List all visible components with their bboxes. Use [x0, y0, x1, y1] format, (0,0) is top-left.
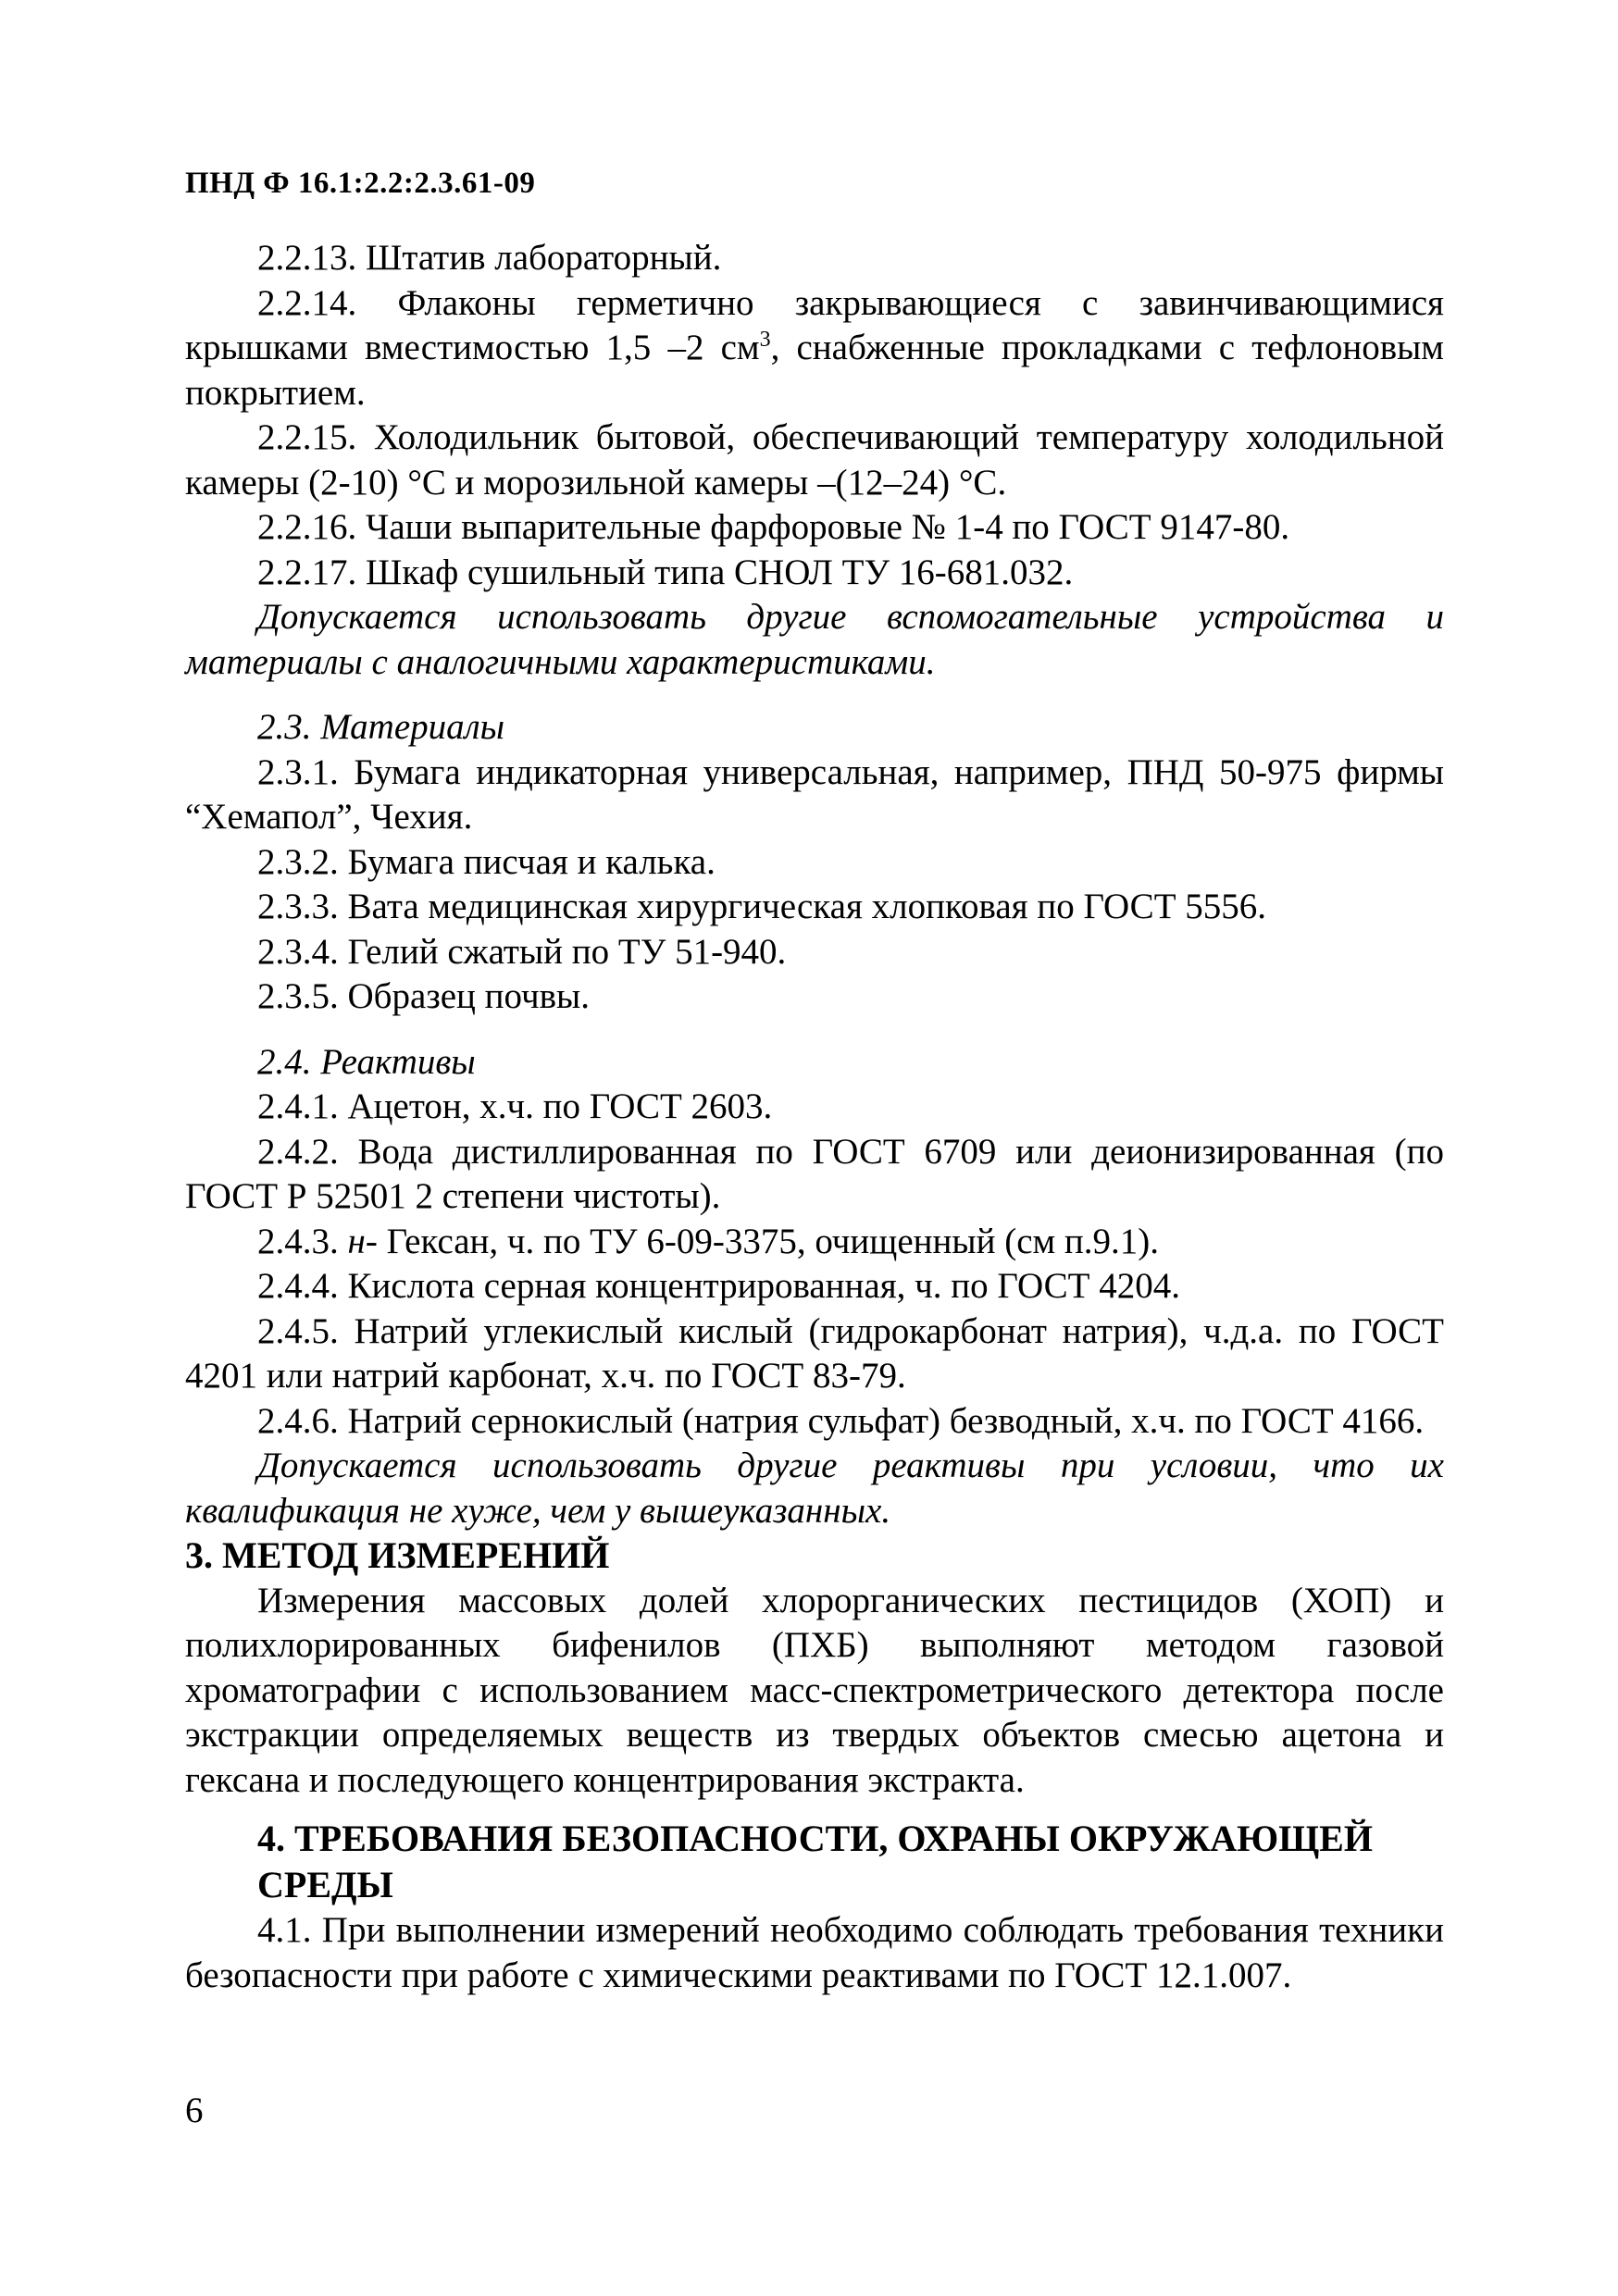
- section-4-title: [185, 1816, 1444, 1908]
- page-number: 6: [185, 2091, 204, 2130]
- item-2-4-3-number: 2.4.3.: [257, 1221, 348, 1261]
- item-2-2-15: 2.2.15. Холодильник бытовой, обеспечивающий температуру холодильной камеры (2-10) °С и морозильной камеры –(12–24) °С.: [185, 417, 1444, 503]
- item-2-2-14-text: 2.2.14. Флаконы герметично закрывающиеся с завинчивающимися крышками вместимостью 1,5 –2 см: [185, 282, 1444, 367]
- item-2-3-5: 2.3.5. Образец почвы.: [257, 976, 590, 1016]
- item-2-4-1: 2.4.1. Ацетон, х.ч. по ГОСТ 2603.: [257, 1086, 773, 1126]
- subhead-reagents: 2.4. Реактивы: [257, 1041, 476, 1082]
- item-2-4-3: [185, 1220, 1444, 1265]
- item-2-3-1: 2.3.1. Бумага индикаторная универсальная, например, ПНД 50-975 фирмы “Хемапол”, Чехия.: [185, 751, 1444, 837]
- document-header: ПНД Ф 16.1:2.2:2.3.61-09: [185, 167, 536, 200]
- section-3-title: 3. МЕТОД ИЗМЕРЕНИЙ: [185, 1534, 610, 1576]
- item-2-4-6: 2.4.6. Натрий сернокислый (натрия сульфат) безводный, х.ч. по ГОСТ 4166.: [257, 1400, 1425, 1441]
- item-2-4-2: 2.4.2. Вода дистиллированная по ГОСТ 6709 или деионизированная (по ГОСТ Р 52501 2 степени чистоты).: [185, 1131, 1444, 1216]
- item-2-3-4: 2.3.4. Гелий сжатый по ТУ 51-940.: [257, 931, 787, 972]
- section-3-text: Измерения массовых долей хлорорганических пестицидов (ХОП) и полихлорированных бифенилов (ПХБ) выполняют методом газовой хроматографии с использованием масс-спектрометрического детектора после экстракции определяемых веществ из твердых объектов смесью ацетона и гексана и последующего концентрирования экстракта.: [185, 1580, 1444, 1800]
- page-content: [185, 236, 1444, 1998]
- section-4-text: 4.1. При выполнении измерений необходимо соблюдать требования техники безопасности при работе с химическими реактивами по ГОСТ 12.1.007.: [185, 1910, 1444, 1995]
- item-2-4-3-prefix: н-: [347, 1221, 378, 1261]
- note-auxiliary: Допускается использовать другие вспомогательные устройства и материалы с аналогичными характеристиками.: [185, 597, 1444, 682]
- item-2-4-4: 2.4.4. Кислота серная концентрированная, ч. по ГОСТ 4204.: [257, 1266, 1180, 1306]
- superscript: 3: [759, 328, 771, 352]
- item-2-3-3: 2.3.3. Вата медицинская хирургическая хлопковая по ГОСТ 5556.: [257, 887, 1267, 926]
- item-2-2-16: 2.2.16. Чаши выпарительные фарфоровые № 1-4 по ГОСТ 9147-80.: [257, 507, 1290, 547]
- item-2-2-14-text-end: , снабженные прокладками с тефлоновым покрытием.: [185, 328, 1444, 413]
- note-reagents: Допускается использовать другие реактивы при условии, что их квалификация не хуже, чем у вышеуказанных.: [185, 1446, 1444, 1531]
- item-2-3-2: 2.3.2. Бумага писчая и калька.: [257, 841, 716, 882]
- item-2-4-5: 2.4.5. Натрий углекислый кислый (гидрокарбонат натрия), ч.д.а. по ГОСТ 4201 или натрий карбонат, х.ч. по ГОСТ 83-79.: [185, 1310, 1444, 1396]
- item-2-2-17: 2.2.17. Шкаф сушильный типа СНОЛ ТУ 16-681.032.: [257, 552, 1074, 592]
- section-4-title-line2: СРЕДЫ: [257, 1864, 393, 1905]
- subhead-materials: 2.3. Материалы: [257, 707, 505, 747]
- item-2-4-3-text: Гексан, ч. по ТУ 6-09-3375, очищенный (см п.9.1).: [377, 1221, 1160, 1261]
- item-2-2-13: 2.2.13. Штатив лабораторный.: [257, 238, 722, 278]
- section-4-title-line1: 4. ТРЕБОВАНИЯ БЕЗОПАСНОСТИ, ОХРАНЫ ОКРУЖАЮЩЕЙ: [257, 1818, 1373, 1859]
- item-2-2-14: [185, 281, 1444, 416]
